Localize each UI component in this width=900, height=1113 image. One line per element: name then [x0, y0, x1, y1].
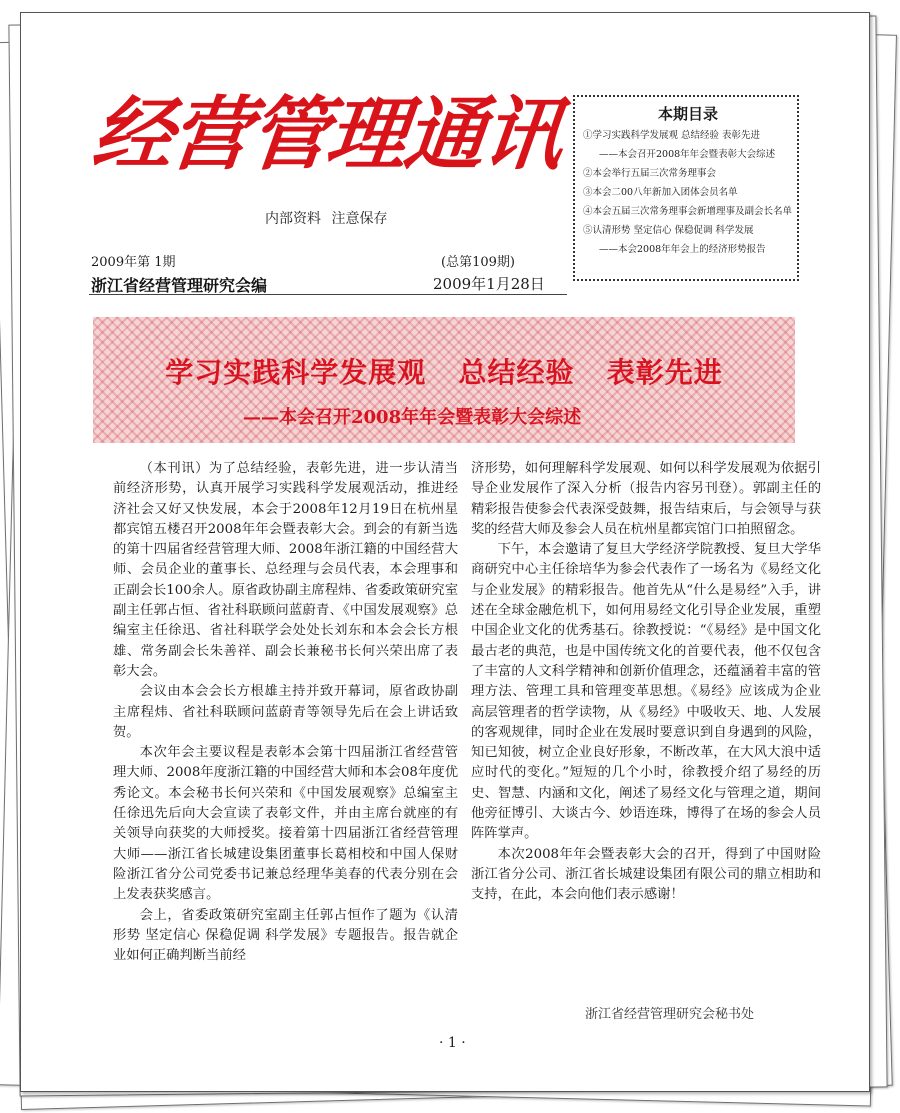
article-column-left — [113, 459, 458, 966]
article-subtitle: ——本会召开2008年年会暨表彰大会综述 — [243, 407, 582, 428]
table-of-contents — [573, 95, 799, 281]
article-paragraph: （本刊讯）为了总结经验，表彰先进，进一步认清当前经济形势，认真开展学习实践科学发展观活动，推进经济社会又好又快发展，本会于2008年12月19日在杭州星都宾馆五楼召开2008年年会暨表彰大会。到会的有新当选的第十四届省经营管理大师、2008年浙江籍的中国经营大师、会员企业的董事长、总经理与会员代表，本会理事和正副会长100余人。原省政协副主席程炜、省委政策研究室副主任郭占恒、省社科联顾问蓝蔚青、《中国发展观察》总编室主任徐迅、省社科联学会处处长刘东和本会会长方根雄、常务副会长朱善祥、副会长兼秘书长何兴荣出席了表彰大会。 — [113, 461, 458, 679]
toc-item[interactable]: ④本会五届三次常务理事会新增理事及副会长名单 — [583, 206, 793, 217]
article-paragraph: 本次2008年年会暨表彰大会的召开，得到了中国财险浙江省分公司、浙江省长城建设集团有限公司的鼎立相助和支持，在此，本会向他们表示感谢！ — [471, 846, 821, 903]
header-divider — [89, 294, 567, 295]
internal-note: 内部资料 注意保存 — [265, 211, 388, 227]
toc-item[interactable]: ——本会2008年年会上的经济形势报告 — [599, 244, 766, 255]
toc-item[interactable]: ②本会举行五届三次常务理事会 — [583, 168, 717, 179]
article-title: 学习实践科学发展观 总结经验 表彰先进 — [165, 356, 723, 389]
toc-heading: 本期目录 — [657, 105, 718, 123]
newsletter-page — [20, 12, 870, 1092]
article-column-right — [471, 459, 821, 906]
article-paragraph: 下午，本会邀请了复旦大学经济学院教授、复旦大学华商研究中心主任徐培华为参会代表作了一场名为《易经文化与企业发展》的精彩报告。他首先从“什么是易经”入手，讲述在全球金融危机下，如何用易经文化引导企业发展，重塑中国企业文化的优秀基石。徐教授说：“《易经》是中国文化最古老的典范，也是中国传统文化的首要代表，他不仅包含了丰富的人文科学精神和创新价值理念，还蕴涵着丰富的管理方法、管理工具和管理变革思想。《易经》应该成为企业高层管理者的哲学读物，从《易经》中吸收天、地、人发展的客观规律，同时企业在发展时要意识到自身遇到的风险，知已知彼，树立企业良好形象，不断改革，在大风大浪中适应时代的变化。”短短的几个小时，徐教授介绍了易经的历史、智慧、内涵和文化，阐述了易经文化与管理之道，期间他旁征博引、大谈古今、妙语连珠，博得了在场的参会人员阵阵掌声。 — [471, 542, 821, 842]
toc-item[interactable]: ③本会二00八年新加入团体会员名单 — [583, 187, 738, 198]
issue-date: 2009年1月28日 — [433, 275, 545, 293]
issue-total: (总第109期) — [441, 255, 515, 270]
article-paragraph: 会议由本会会长方根雄主持并致开幕词，原省政协副主席程炜、省社科联顾问蓝蔚青等领导先后在会上讲话致贺。 — [113, 684, 458, 740]
toc-item[interactable]: ⑤认清形势 坚定信心 保稳促调 科学发展 — [583, 225, 754, 236]
issue-number: 2009年第 1期 — [91, 255, 176, 270]
masthead-title: 经营管理通讯 — [88, 87, 566, 181]
article-paragraph: 本次年会主要议程是表彰本会第十四届浙江省经营管理大师、2008年度浙江籍的中国经营大师和本会08年度优秀论文。本会秘书长何兴荣和《中国发展观察》总编室主任徐迅先后向大会宣读了表彰文件，并由主席台就座的有关领导向获奖的大师授奖。接着第十四届浙江省经营管理大师——浙江省长城建设集团董事长葛相校和中国人保财险浙江省分公司党委书记兼总经理华美春的代表分别在会上发表获奖感言。 — [113, 745, 458, 903]
page-number: · 1 · — [439, 1035, 466, 1051]
publisher: 浙江省经营管理研究会编 — [91, 276, 268, 295]
headline-banner — [93, 317, 795, 443]
toc-item[interactable]: ——本会召开2008年年会暨表彰大会综述 — [599, 149, 776, 160]
article-paragraph: 会上，省委政策研究室副主任郭占恒作了题为《认清形势 坚定信心 保稳促调 科学发展》专题报告。报告就企业如何正确判断当前经 — [113, 907, 458, 964]
article-paragraph: 济形势，如何理解科学发展观、如何以科学发展观为依据引导企业发展作了深入分析（报告内容另刊登）。郭副主任的精彩报告使参会代表深受鼓舞，报告结束后，与会领导与获奖的经营大师及参会人员在杭州星都宾馆门口拍照留念。 — [471, 461, 821, 537]
article-signature: 浙江省经营管理研究会秘书处 — [585, 1007, 755, 1022]
toc-item[interactable]: ①学习实践科学发展观 总结经验 表彰先进 — [583, 130, 761, 141]
